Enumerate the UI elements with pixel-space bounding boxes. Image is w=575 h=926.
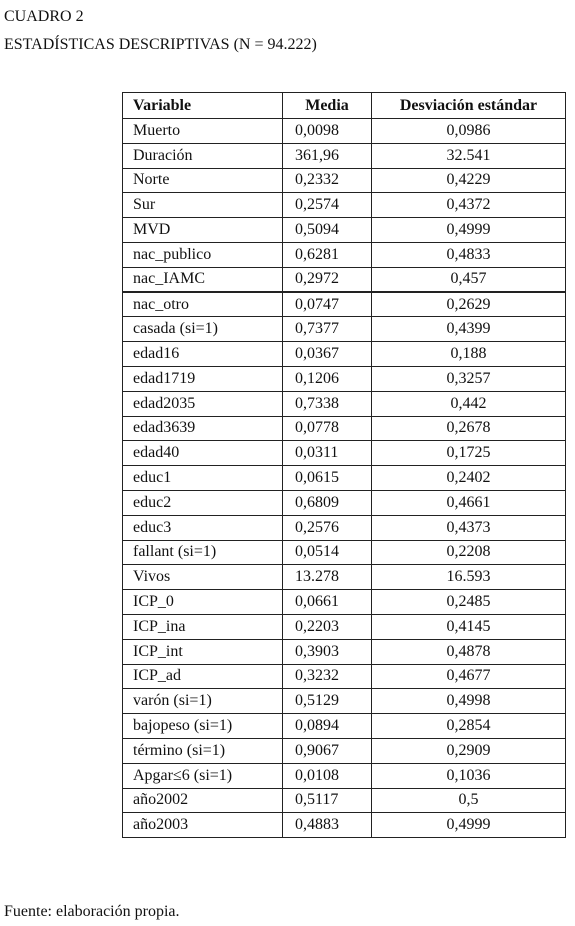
table-row [123,565,566,590]
cell-desviacion-estandar: 0,188 [372,342,566,367]
cell-desviacion-estandar: 0,2629 [372,292,566,317]
cell-desviacion-estandar: 0,2485 [372,590,566,615]
cell-variable: educ3 [123,515,283,540]
cell-desviacion-estandar: 0,2909 [372,738,566,763]
cell-variable: Muerto [123,119,283,144]
cell-desviacion-estandar: 0,4677 [372,664,566,689]
table-row [123,366,566,391]
cell-variable: Duración [123,143,283,168]
table-row [123,267,566,292]
cell-media: 0,5117 [283,788,372,813]
cell-desviacion-estandar: 0,2678 [372,416,566,441]
cell-desviacion-estandar: 0,4999 [372,813,566,838]
cell-desviacion-estandar: 0,4145 [372,614,566,639]
cell-media: 0,0311 [283,441,372,466]
cell-desviacion-estandar: 16.593 [372,565,566,590]
table-row [123,317,566,342]
cell-variable: bajopeso (si=1) [123,714,283,739]
cell-variable: Norte [123,168,283,193]
cell-variable: año2002 [123,788,283,813]
table-row [123,119,566,144]
cell-desviacion-estandar: 0,4399 [372,317,566,342]
cell-desviacion-estandar: 0,2208 [372,540,566,565]
cell-variable: ICP_ad [123,664,283,689]
cell-variable: edad3639 [123,416,283,441]
descriptive-statistics-table [122,92,566,838]
cell-variable: nac_otro [123,292,283,317]
cell-variable: educ2 [123,490,283,515]
table-row [123,416,566,441]
table-row [123,218,566,243]
cell-media: 0,7377 [283,317,372,342]
cell-media: 0,0098 [283,119,372,144]
cell-variable: edad2035 [123,391,283,416]
cell-desviacion-estandar: 0,4999 [372,218,566,243]
cell-variable: ICP_int [123,639,283,664]
table-row [123,242,566,267]
cell-variable: casada (si=1) [123,317,283,342]
cell-desviacion-estandar: 32.541 [372,143,566,168]
table-row [123,540,566,565]
table-row [123,689,566,714]
cell-media: 0,2574 [283,193,372,218]
table-row [123,391,566,416]
table-row [123,664,566,689]
cell-desviacion-estandar: 0,457 [372,267,566,292]
table-row [123,788,566,813]
table-row [123,515,566,540]
cell-media: 0,4883 [283,813,372,838]
cell-variable: MVD [123,218,283,243]
cell-media: 0,5094 [283,218,372,243]
cell-desviacion-estandar: 0,4878 [372,639,566,664]
cell-desviacion-estandar: 0,4373 [372,515,566,540]
cell-variable: Apgar≤6 (si=1) [123,763,283,788]
cell-variable: edad16 [123,342,283,367]
table-row [123,292,566,317]
cell-variable: Vivos [123,565,283,590]
cell-variable: fallant (si=1) [123,540,283,565]
table-row [123,490,566,515]
cell-media: 0,6809 [283,490,372,515]
cell-media: 0,1206 [283,366,372,391]
cell-variable: educ1 [123,466,283,491]
cell-desviacion-estandar: 0,4372 [372,193,566,218]
cell-variable: Sur [123,193,283,218]
cell-variable: año2003 [123,813,283,838]
table-row [123,714,566,739]
table-row [123,614,566,639]
cell-media: 0,3232 [283,664,372,689]
cell-variable: nac_IAMC [123,267,283,292]
cell-media: 13.278 [283,565,372,590]
cell-desviacion-estandar: 0,2854 [372,714,566,739]
cell-variable: edad40 [123,441,283,466]
cell-media: 0,0367 [283,342,372,367]
cell-media: 0,0778 [283,416,372,441]
cell-desviacion-estandar: 0,4229 [372,168,566,193]
cell-variable: varón (si=1) [123,689,283,714]
table-row [123,143,566,168]
header-variable: Variable [123,93,283,119]
cell-media: 0,2203 [283,614,372,639]
table-row [123,590,566,615]
table-header [123,93,566,119]
table-row [123,813,566,838]
cell-media: 0,2576 [283,515,372,540]
cell-variable: ICP_ina [123,614,283,639]
cell-media: 0,0661 [283,590,372,615]
cell-desviacion-estandar: 0,4661 [372,490,566,515]
cell-variable: edad1719 [123,366,283,391]
table-header-row [123,93,566,119]
table-row [123,763,566,788]
cell-media: 0,5129 [283,689,372,714]
cell-media: 0,3903 [283,639,372,664]
table-caption-title: CUADRO 2 [4,8,84,25]
source-note: Fuente: elaboración propia. [4,903,180,920]
cell-media: 361,96 [283,143,372,168]
table-row [123,441,566,466]
cell-desviacion-estandar: 0,5 [372,788,566,813]
table-row [123,738,566,763]
table-row [123,342,566,367]
cell-media: 0,0514 [283,540,372,565]
cell-media: 0,0747 [283,292,372,317]
cell-variable: nac_publico [123,242,283,267]
cell-desviacion-estandar: 0,1036 [372,763,566,788]
cell-media: 0,2332 [283,168,372,193]
cell-variable: ICP_0 [123,590,283,615]
cell-desviacion-estandar: 0,2402 [372,466,566,491]
table-row [123,193,566,218]
cell-variable: término (si=1) [123,738,283,763]
cell-media: 0,7338 [283,391,372,416]
cell-desviacion-estandar: 0,4998 [372,689,566,714]
cell-desviacion-estandar: 0,3257 [372,366,566,391]
cell-media: 0,9067 [283,738,372,763]
table-row [123,168,566,193]
cell-media: 0,0615 [283,466,372,491]
cell-media: 0,6281 [283,242,372,267]
table-row [123,639,566,664]
header-desviacion-estandar: Desviación estándar [372,93,566,119]
cell-media: 0,0894 [283,714,372,739]
table-body [123,119,566,838]
cell-media: 0,0108 [283,763,372,788]
table-caption-subtitle: ESTADÍSTICAS DESCRIPTIVAS (N = 94.222) [4,36,317,53]
cell-desviacion-estandar: 0,442 [372,391,566,416]
cell-desviacion-estandar: 0,0986 [372,119,566,144]
header-media: Media [283,93,372,119]
cell-media: 0,2972 [283,267,372,292]
cell-desviacion-estandar: 0,1725 [372,441,566,466]
table-row [123,466,566,491]
cell-desviacion-estandar: 0,4833 [372,242,566,267]
